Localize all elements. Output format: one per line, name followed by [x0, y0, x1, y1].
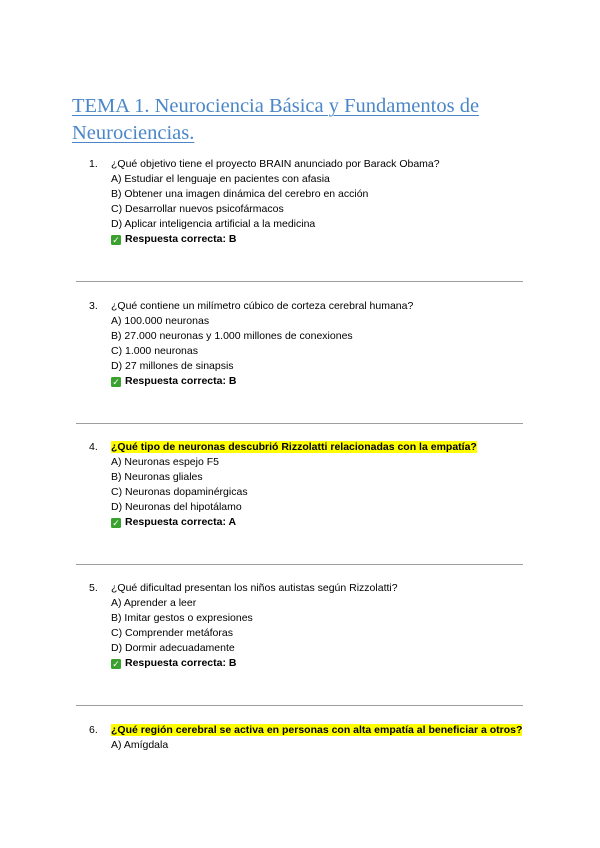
divider — [76, 423, 523, 424]
option-a: A) Aprender a leer — [111, 597, 197, 609]
question-number: 3. — [89, 300, 98, 312]
question-block — [89, 299, 529, 389]
question-block — [89, 581, 529, 671]
option-a: A) Neuronas espejo F5 — [111, 456, 219, 468]
answer-text: Respuesta correcta: B — [125, 374, 237, 387]
option-d: D) Neuronas del hipotálamo — [111, 500, 242, 513]
option-b: B) Obtener una imagen dinámica del cerebro en acción — [111, 187, 369, 200]
question-text: ¿Qué región cerebral se activa en personas con alta empatía al beneficiar a otros? — [111, 724, 523, 736]
question-block — [89, 157, 529, 247]
divider — [76, 705, 523, 706]
correct-answer — [111, 374, 529, 389]
question-line — [89, 157, 529, 172]
question-line — [89, 299, 529, 314]
answer-text: Respuesta correcta: A — [125, 515, 237, 528]
correct-answer — [111, 656, 529, 671]
check-mark-icon: ✓ — [112, 234, 120, 245]
question-number: 6. — [89, 724, 98, 736]
correct-answer — [111, 232, 529, 247]
check-mark-icon: ✓ — [112, 517, 120, 528]
question-block — [89, 440, 529, 530]
question-line — [89, 581, 529, 596]
divider — [76, 564, 523, 565]
option-b: B) Neuronas gliales — [111, 470, 203, 483]
answer-text: Respuesta correcta: B — [125, 656, 237, 669]
option-b: B) 27.000 neuronas y 1.000 millones de conexiones — [111, 329, 353, 342]
divider — [76, 281, 523, 282]
question-number: 1. — [89, 158, 98, 170]
question-text: ¿Qué contiene un milímetro cúbico de corteza cerebral humana? — [111, 300, 414, 312]
question-text: ¿Qué objetivo tiene el proyecto BRAIN anunciado por Barack Obama? — [111, 158, 440, 170]
check-mark-icon: ✓ — [112, 376, 120, 387]
question-line — [89, 723, 529, 738]
option-b: B) Imitar gestos o expresiones — [111, 611, 253, 624]
option-d: D) Dormir adecuadamente — [111, 641, 235, 654]
option-c: C) Neuronas dopaminérgicas — [111, 485, 248, 498]
option-a: A) 100.000 neuronas — [111, 315, 210, 327]
answer-text: Respuesta correcta: B — [125, 232, 237, 245]
question-number: 4. — [89, 441, 98, 453]
correct-answer — [111, 515, 529, 530]
option-a: A) Estudiar el lenguaje en pacientes con afasia — [111, 173, 330, 185]
page-title: TEMA 1. Neurociencia Básica y Fundamentos de Neurociencias. — [72, 95, 480, 144]
question-text: ¿Qué tipo de neuronas descubrió Rizzolatti relacionadas con la empatía? — [111, 441, 477, 453]
option-c: C) Desarrollar nuevos psicofármacos — [111, 202, 284, 215]
option-d: D) Aplicar inteligencia artificial a la medicina — [111, 217, 316, 230]
option-d: D) 27 millones de sinapsis — [111, 359, 234, 372]
question-block — [89, 723, 529, 753]
question-number: 5. — [89, 582, 98, 594]
question-text: ¿Qué dificultad presentan los niños autistas según Rizzolatti? — [111, 582, 398, 594]
option-c: C) 1.000 neuronas — [111, 344, 198, 357]
option-a: A) Amígdala — [111, 739, 169, 751]
option-c: C) Comprender metáforas — [111, 626, 233, 639]
check-mark-icon: ✓ — [112, 658, 120, 669]
question-line — [89, 440, 529, 455]
